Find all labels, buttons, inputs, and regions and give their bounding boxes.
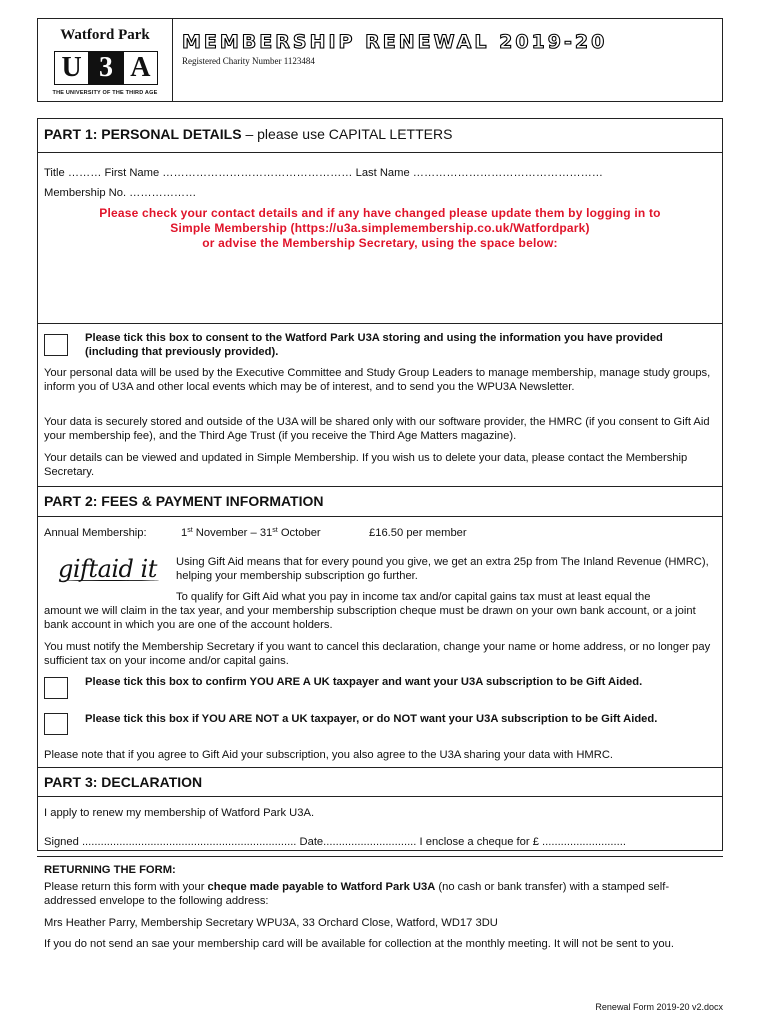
consent-label: Please tick this box to consent to the Watford Park U3A storing and using the information you have provided (including that previously provided). [85,332,663,358]
returning-instructions [44,880,716,908]
returning-title: RETURNING THE FORM: [44,864,176,876]
part1-title [44,126,452,142]
charity-number: Registered Charity Number 1123484 [182,56,315,66]
divider [37,323,723,324]
contact-changes-space[interactable] [44,256,716,318]
logo-name: Watford Park [60,27,150,43]
divider [37,152,723,153]
gift-aid-qualify-rest: amount we will claim in the tax year, and your membership subscription cheque must be drawn on your own bank account, or a joint bank account in which you are one of the account holders. [44,605,696,631]
data-storage-paragraph: Your data is securely stored and outside of the U3A will be shared only with our software provider, the HMRC (if you consent to Gift Aid your membership fee), and the Third Age Trust (if you receive the Third Age Matters magazine). [44,416,710,442]
taxpayer-label: Please tick this box to confirm YOU ARE A UK taxpayer and want your U3A subscription to be Gift Aided. [85,676,643,688]
period-start: 1 [181,527,188,539]
divider [37,486,723,487]
divider [37,767,723,768]
gift-aid-intro: Using Gift Aid means that for every pound you give, we get an extra 25p from The Inland Revenue (HMRC), helping your membership subscription go further. [176,556,709,582]
membership-number-field[interactable]: Membership No. ……………… [44,187,197,199]
gift-aid-swoosh [62,579,159,581]
period-middle: November – 31 [192,527,273,539]
period-start-suffix: st [187,527,193,534]
update-notice-line3: or advise the Membership Secretary, using the space below: [202,236,558,250]
name-fields-line[interactable]: Title ……… First Name …………………………………………… Last Name …………………………………………… [44,167,603,179]
logo-letter-a: A [123,52,157,84]
gift-aid-logo-text: giftaid it [58,555,157,583]
part3-title: PART 3: DECLARATION [44,774,203,790]
part1-title-bold: PART 1: PERSONAL DETAILS [44,126,242,142]
sae-note: If you do not send an sae your membership card will be available for collection at the monthly meeting. It will not be sent to you. [44,938,674,950]
data-update-paragraph: Your details can be viewed and updated in Simple Membership. If you wish us to delete your data, please contact the Membership Secretary. [44,452,688,478]
u3a-logo [54,51,158,85]
logo-letter-3: 3 [88,52,122,84]
not-taxpayer-checkbox[interactable] [44,713,68,735]
divider [37,856,723,857]
part1-title-note: – please use CAPITAL LETTERS [241,126,453,142]
form-title: MEMBERSHIP RENEWAL 2019-20 [182,31,608,53]
membership-fee: £16.50 per member [369,527,467,539]
not-taxpayer-label: Please tick this box if YOU ARE NOT a UK taxpayer, or do NOT want your U3A subscription to be Gift Aided. [85,713,658,725]
logo-tagline: THE UNIVERSITY OF THE THIRD AGE [52,90,158,96]
period-end: October [277,527,321,539]
divider [37,516,723,517]
period-end-suffix: st [272,527,278,534]
return-address: Mrs Heather Parry, Membership Secretary WPU3A, 33 Orchard Close, Watford, WD17 3DU [44,917,498,929]
document-filename: Renewal Form 2019-20 v2.docx [595,1002,723,1012]
gift-aid-cancel-notice: You must notify the Membership Secretary if you want to cancel this declaration, change your name or home address, or no longer pay sufficient tax on your income and/or capital gains. [44,641,711,667]
membership-period [181,526,371,540]
returning-post: (no cash or bank transfer) with a stamped self-addressed envelope to the following address: [44,881,670,907]
update-notice-link[interactable]: Simple Membership (https://u3a.simplemembership.co.uk/Watfordpark) [170,221,590,235]
title-box [172,18,723,102]
taxpayer-checkbox[interactable] [44,677,68,699]
renewal-statement: I apply to renew my membership of Watford Park U3A. [44,807,315,819]
cheque-payee: cheque made payable to Watford Park U3A [207,881,436,893]
annual-membership-label: Annual Membership: [44,527,147,539]
signature-line[interactable]: Signed ..................................................................... Date.............................. I enclose a cheque for £ ........................... [44,836,626,848]
part2-title: PART 2: FEES & PAYMENT INFORMATION [44,493,324,509]
logo-letter-u: U [61,52,82,83]
gift-aid-logo [58,555,157,583]
update-notice-line1: Please check your contact details and if any have changed please update them by logging in to [99,206,661,220]
data-use-paragraph: Your personal data will be used by the Executive Committee and Study Group Leaders to manage membership, manage study groups, inform you of U3A and other local events which may be of interest, and to send you the WPU3A Newsletter. [44,367,711,393]
gift-aid-qualify-first: To qualify for Gift Aid what you pay in income tax and/or capital gains tax must at least equal the [176,591,651,603]
u3a-logo-box [37,18,173,102]
consent-checkbox[interactable] [44,334,68,356]
divider [37,796,723,797]
hmrc-sharing-note: Please note that if you agree to Gift Aid your subscription, you also agree to the U3A sharing your data with HMRC. [44,749,614,761]
returning-pre: Please return this form with your [44,881,208,893]
